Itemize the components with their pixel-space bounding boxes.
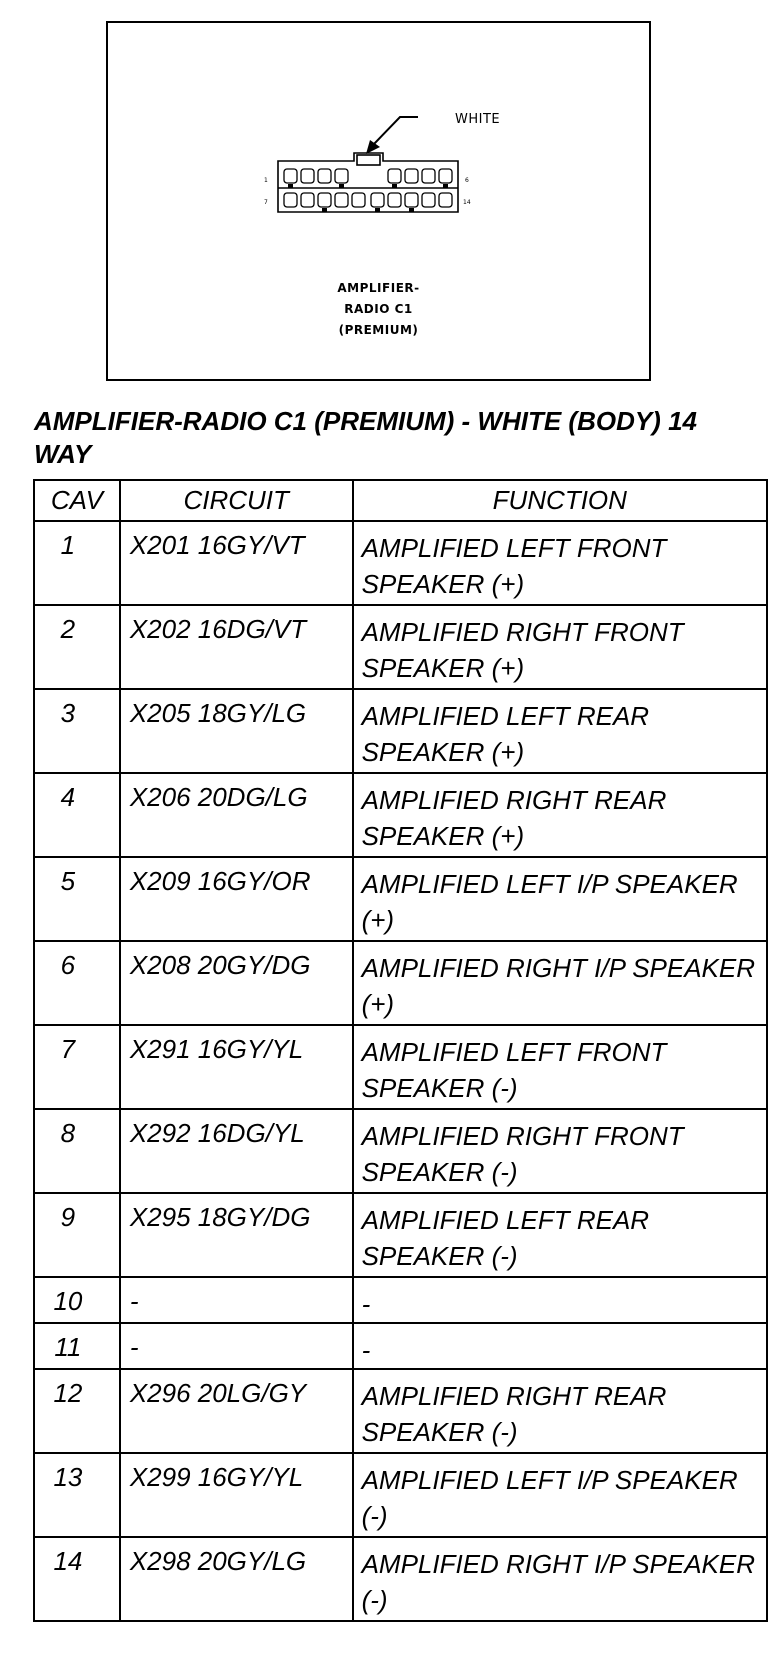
table-row bbox=[34, 1277, 767, 1323]
function-cell: AMPLIFIED LEFT FRONT SPEAKER (-) bbox=[353, 1025, 767, 1109]
cav-cell: 6 bbox=[34, 941, 120, 1025]
cav-cell: 11 bbox=[34, 1323, 120, 1369]
header-function: FUNCTION bbox=[353, 480, 767, 521]
cav-cell: 12 bbox=[34, 1369, 120, 1453]
cav-cell: 10 bbox=[34, 1277, 120, 1323]
circuit-cell: X205 18GY/LG bbox=[120, 689, 353, 773]
function-cell: AMPLIFIED RIGHT FRONT SPEAKER (+) bbox=[353, 605, 767, 689]
table-row bbox=[34, 857, 767, 941]
cav-cell: 9 bbox=[34, 1193, 120, 1277]
function-cell: AMPLIFIED LEFT REAR SPEAKER (-) bbox=[353, 1193, 767, 1277]
table-row bbox=[34, 1537, 767, 1621]
table-header-row bbox=[34, 480, 767, 521]
circuit-cell: - bbox=[120, 1277, 353, 1323]
table-row bbox=[34, 1109, 767, 1193]
cav-cell: 7 bbox=[34, 1025, 120, 1109]
cav-cell: 14 bbox=[34, 1537, 120, 1621]
circuit-cell: X291 16GY/YL bbox=[120, 1025, 353, 1109]
top-cavity-row bbox=[284, 169, 452, 183]
function-cell: AMPLIFIED LEFT FRONT SPEAKER (+) bbox=[353, 521, 767, 605]
circuit-cell: X295 18GY/DG bbox=[120, 1193, 353, 1277]
table-row bbox=[34, 941, 767, 1025]
function-cell: AMPLIFIED LEFT I/P SPEAKER (-) bbox=[353, 1453, 767, 1537]
pinout-table bbox=[33, 479, 768, 1622]
circuit-cell: X208 20GY/DG bbox=[120, 941, 353, 1025]
cav-cell: 5 bbox=[34, 857, 120, 941]
table-row bbox=[34, 1193, 767, 1277]
function-cell: AMPLIFIED RIGHT REAR SPEAKER (-) bbox=[353, 1369, 767, 1453]
table-row bbox=[34, 1323, 767, 1369]
circuit-cell: X206 20DG/LG bbox=[120, 773, 353, 857]
function-cell: AMPLIFIED LEFT I/P SPEAKER (+) bbox=[353, 857, 767, 941]
circuit-cell: X209 16GY/OR bbox=[120, 857, 353, 941]
header-circuit: CIRCUIT bbox=[120, 480, 353, 521]
callout-color-label: WHITE bbox=[455, 112, 501, 127]
callout-leader bbox=[374, 117, 418, 144]
figure-caption-line-2: RADIO C1 bbox=[344, 302, 413, 316]
pin-label-1: 1 bbox=[264, 177, 268, 184]
pin-label-6: 6 bbox=[465, 177, 469, 184]
figure-caption-line-3: (PREMIUM) bbox=[338, 323, 419, 337]
circuit-cell: X296 20LG/GY bbox=[120, 1369, 353, 1453]
function-cell: - bbox=[353, 1277, 767, 1323]
cav-cell: 3 bbox=[34, 689, 120, 773]
table-row bbox=[34, 605, 767, 689]
circuit-cell: X299 16GY/YL bbox=[120, 1453, 353, 1537]
cav-cell: 8 bbox=[34, 1109, 120, 1193]
function-cell: AMPLIFIED RIGHT REAR SPEAKER (+) bbox=[353, 773, 767, 857]
circuit-cell: X298 20GY/LG bbox=[120, 1537, 353, 1621]
cav-cell: 4 bbox=[34, 773, 120, 857]
cav-cell: 2 bbox=[34, 605, 120, 689]
function-cell: AMPLIFIED RIGHT I/P SPEAKER (+) bbox=[353, 941, 767, 1025]
table-row bbox=[34, 1025, 767, 1109]
bottom-cavity-row bbox=[284, 193, 452, 207]
table-row bbox=[34, 521, 767, 605]
pin-label-7: 7 bbox=[264, 199, 268, 206]
circuit-cell: X292 16DG/YL bbox=[120, 1109, 353, 1193]
figure-caption-line-1: AMPLIFIER- bbox=[337, 281, 420, 295]
table-row bbox=[34, 689, 767, 773]
callout-arrowhead bbox=[366, 140, 380, 154]
circuit-cell: X201 16GY/VT bbox=[120, 521, 353, 605]
function-cell: AMPLIFIED LEFT REAR SPEAKER (+) bbox=[353, 689, 767, 773]
table-row bbox=[34, 1369, 767, 1453]
table-row bbox=[34, 1453, 767, 1537]
function-cell: AMPLIFIED RIGHT I/P SPEAKER (-) bbox=[353, 1537, 767, 1621]
cav-cell: 1 bbox=[34, 521, 120, 605]
table-row bbox=[34, 773, 767, 857]
header-cav: CAV bbox=[34, 480, 120, 521]
cav-cell: 13 bbox=[34, 1453, 120, 1537]
connector-diagram bbox=[106, 21, 651, 381]
circuit-cell: X202 16DG/VT bbox=[120, 605, 353, 689]
function-cell: - bbox=[353, 1323, 767, 1369]
function-cell: AMPLIFIED RIGHT FRONT SPEAKER (-) bbox=[353, 1109, 767, 1193]
circuit-cell: - bbox=[120, 1323, 353, 1369]
pin-label-14: 14 bbox=[463, 199, 471, 206]
connector-title: AMPLIFIER-RADIO C1 (PREMIUM) - WHITE (BODY) 14 WAY bbox=[34, 406, 697, 469]
